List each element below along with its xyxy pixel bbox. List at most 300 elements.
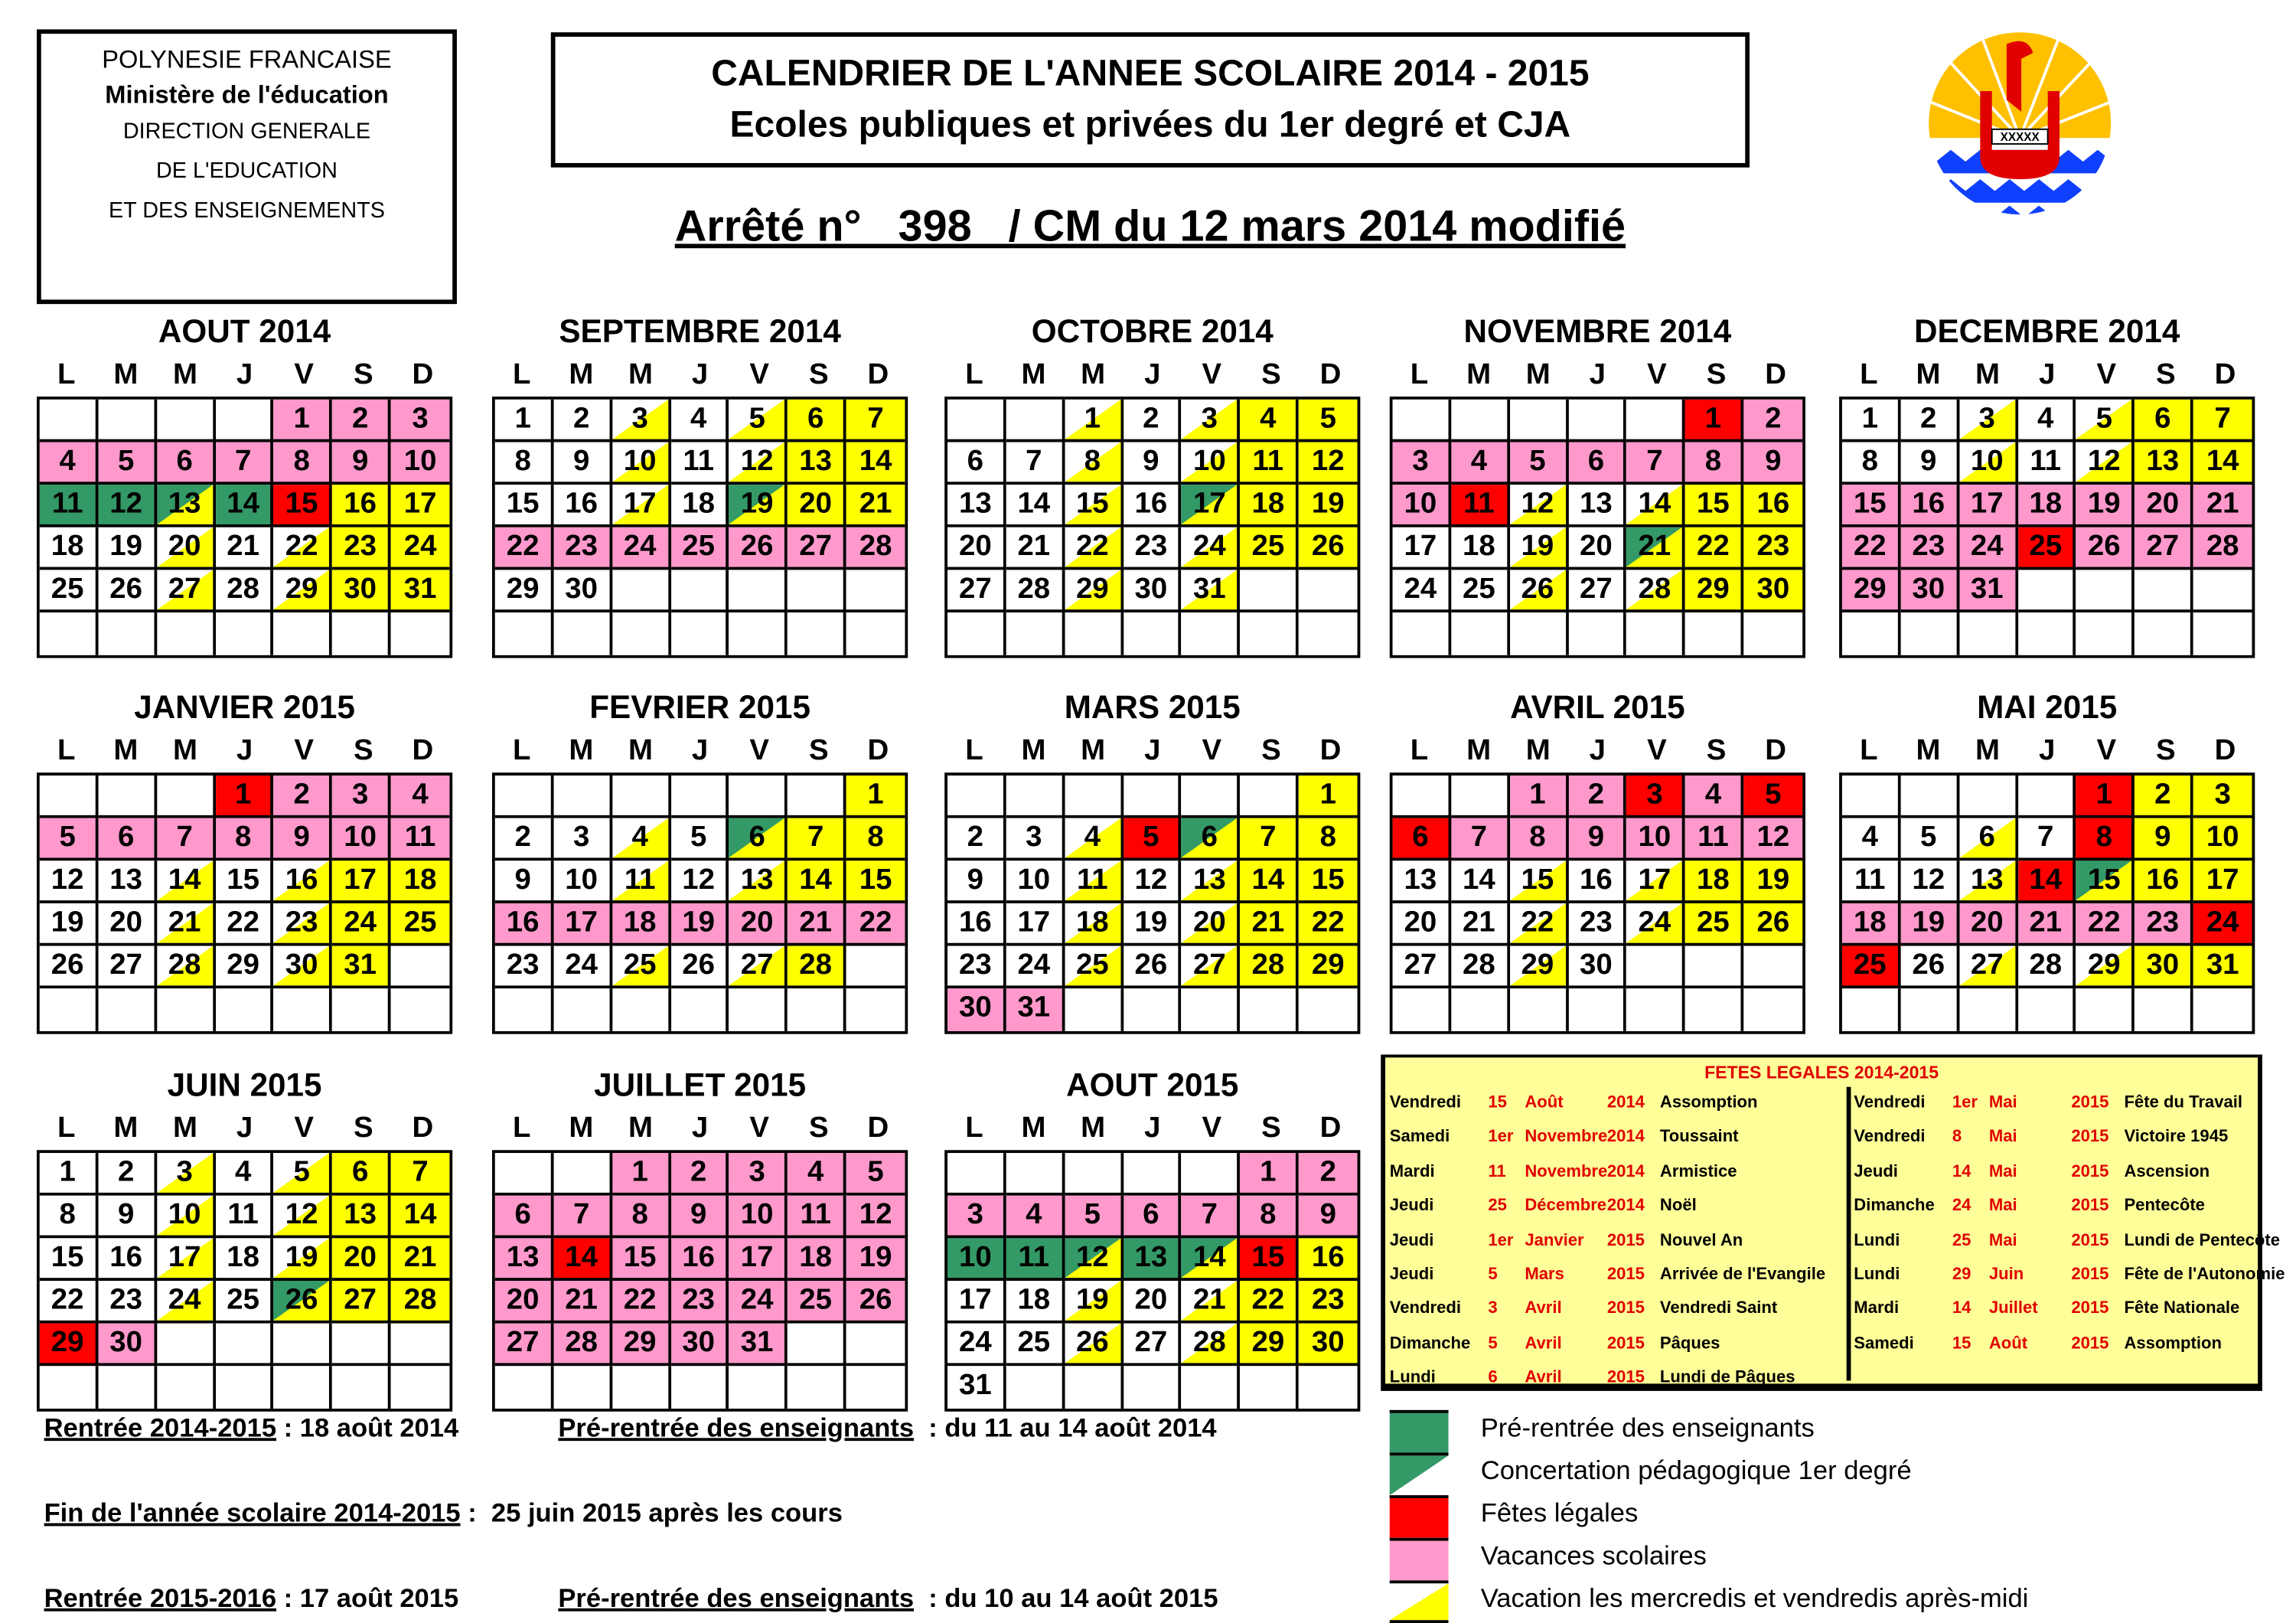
day-cell: 10 [729,1196,788,1239]
legend-label: Vacances scolaires [1480,1540,1707,1570]
day-cell: 3 [157,1153,216,1196]
day-cell [1627,988,1686,1031]
day-cell: 23 [495,946,553,989]
weekday-label: L [513,734,531,767]
weekday-label: D [2214,734,2236,767]
holiday-row [1390,1087,1831,1122]
day-cell: 11 [1685,818,1744,861]
fin-annee-label: Fin de l'année scolaire 2014-2015 [44,1497,461,1528]
day-cell: 20 [332,1238,391,1281]
day-cell [2135,988,2193,1031]
day-cell: 15 [215,860,274,903]
day-cell: 6 [495,1196,553,1239]
day-cell [2193,988,2252,1031]
month-title: AOUT 2014 [158,312,331,350]
day-cell [612,988,671,1031]
day-cell: 6 [1124,1196,1182,1239]
weekday-label: V [749,358,769,391]
holiday-row [1390,1259,1831,1293]
day-cell: 12 [1124,860,1182,903]
weekday-label: V [1202,1112,1222,1145]
day-cell: 2 [2135,776,2193,818]
day-cell: 2 [1568,776,1627,818]
holiday-date: 25 [1952,1231,1971,1249]
holiday-day: Lundi [1854,1265,1900,1284]
day-cell: 21 [1627,527,1686,570]
day-cell: 1 [1299,776,1358,818]
month-title: JUIN 2015 [167,1066,322,1103]
holiday-date: 24 [1952,1197,1971,1216]
day-cell: 4 [215,1153,274,1196]
weekday-label: M [172,1112,197,1145]
holiday-date: 15 [1952,1334,1971,1353]
day-cell [670,1366,729,1409]
holiday-date: 29 [1952,1265,1971,1284]
day-cell: 25 [1451,570,1510,612]
holiday-month: Mai [1988,1231,2017,1249]
day-cell: 3 [332,776,391,818]
day-cell: 29 [215,946,274,989]
holiday-date: 15 [1488,1094,1507,1112]
day-cell [2193,612,2252,655]
day-cell: 15 [846,860,905,903]
weekday-label: S [1706,734,1727,767]
day-cell: 17 [332,860,391,903]
day-cell [215,1366,274,1409]
holiday-row [1854,1327,2265,1362]
holiday-row [1854,1122,2265,1156]
day-cell: 29 [1685,570,1744,612]
day-cell: 5 [274,1153,333,1196]
day-cell: 1 [1241,1153,1300,1196]
day-cell: 13 [1182,860,1241,903]
weekday-label: M [1466,358,1492,391]
weekday-label: M [1975,358,2001,391]
month-calendar [1390,312,1805,658]
day-cell: 26 [1510,570,1569,612]
weekday-label: L [57,734,76,767]
day-cell: 21 [215,527,274,570]
month-grid [492,772,908,1034]
day-cell: 19 [1124,903,1182,946]
day-cell: 17 [1182,485,1241,527]
day-cell: 8 [1510,818,1569,861]
day-cell: 17 [729,1238,788,1281]
day-cell: 30 [2135,946,2193,989]
day-cell: 12 [1510,485,1569,527]
holiday-day: Lundi [1854,1231,1900,1249]
holiday-year: 2015 [1606,1300,1645,1318]
weekday-label: D [867,734,889,767]
day-cell [1842,612,1900,655]
day-cell: 10 [1182,442,1241,485]
weekday-label: J [236,734,253,767]
day-cell: 5 [1065,1196,1124,1239]
day-cell [2017,988,2076,1031]
day-cell [1959,988,2018,1031]
day-cell: 12 [1299,442,1358,485]
day-cell: 26 [1299,527,1358,570]
weekday-label: D [1319,1112,1342,1145]
weekday-label: L [57,1112,76,1145]
day-cell: 9 [274,818,333,861]
day-cell: 15 [1842,485,1900,527]
day-cell [40,776,98,818]
weekday-header [1390,729,1805,773]
day-cell [495,988,553,1031]
day-cell [332,612,391,655]
month-calendar [37,1065,452,1412]
day-cell: 5 [1900,818,1959,861]
day-cell: 28 [553,1324,612,1367]
day-cell [332,1324,391,1367]
day-cell: 22 [40,1281,98,1324]
month-calendar [492,687,908,1034]
day-cell: 3 [1393,442,1451,485]
day-cell [788,612,846,655]
day-cell [1451,400,1510,442]
day-cell: 2 [1744,400,1803,442]
day-cell [1006,612,1065,655]
weekday-label: M [1525,358,1551,391]
day-cell [2017,612,2076,655]
day-cell: 13 [332,1196,391,1239]
ministry-box [37,29,457,304]
day-cell [612,776,671,818]
day-cell [846,946,905,989]
day-cell: 13 [98,860,157,903]
month-calendar [944,1065,1360,1412]
weekday-label: S [808,1112,829,1145]
day-cell: 11 [1065,860,1124,903]
day-cell: 27 [1393,946,1451,989]
day-cell: 20 [2135,485,2193,527]
day-cell [1842,776,1900,818]
day-cell: 1 [2076,776,2135,818]
day-cell: 14 [2017,860,2076,903]
prerentree-2014-label: Pré-rentrée des enseignants [558,1412,915,1443]
day-cell: 10 [612,442,671,485]
day-cell: 26 [670,946,729,989]
day-cell [2076,612,2135,655]
weekday-label: M [1021,734,1046,767]
day-cell [495,776,553,818]
day-cell: 21 [553,1281,612,1324]
day-cell: 7 [215,442,274,485]
weekday-label: S [1261,1112,1281,1145]
weekday-label: L [1410,358,1429,391]
rentree-2014 [44,1413,459,1444]
day-cell: 29 [274,570,333,612]
weekday-label: L [1410,734,1429,767]
day-cell [846,1324,905,1367]
day-cell: 12 [2076,442,2135,485]
day-cell: 4 [1065,818,1124,861]
holiday-month: Juillet [1988,1300,2038,1318]
holiday-name: Pâques [1659,1334,1720,1353]
holiday-day: Samedi [1854,1334,1914,1353]
day-cell: 26 [2076,527,2135,570]
day-cell: 19 [729,485,788,527]
day-cell: 14 [391,1196,450,1239]
direction-line-3: ET DES ENSEIGNEMENTS [108,198,385,224]
day-cell [98,776,157,818]
day-cell: 8 [215,818,274,861]
weekday-label: J [691,1112,709,1145]
day-cell [215,612,274,655]
day-cell: 19 [274,1238,333,1281]
day-cell: 7 [788,818,846,861]
day-cell: 16 [1568,860,1627,903]
day-cell: 26 [1900,946,1959,989]
day-cell [274,1366,333,1409]
weekday-label: M [172,358,197,391]
day-cell: 13 [947,485,1006,527]
day-cell: 3 [1959,400,2018,442]
day-cell [670,570,729,612]
day-cell [391,1324,450,1367]
day-cell: 29 [40,1324,98,1367]
day-cell: 4 [612,818,671,861]
holiday-date: 3 [1488,1300,1498,1318]
weekday-header [1839,729,2255,773]
holiday-month: Avril [1525,1369,1562,1387]
day-cell: 18 [1685,860,1744,903]
day-cell [215,988,274,1031]
day-cell [788,1366,846,1409]
holiday-year: 2014 [1606,1197,1645,1216]
day-cell: 5 [846,1153,905,1196]
day-cell: 20 [1124,1281,1182,1324]
day-cell [1124,776,1182,818]
holiday-row [1390,1122,1831,1156]
day-cell: 7 [1451,818,1510,861]
day-cell: 30 [332,570,391,612]
day-cell: 4 [40,442,98,485]
day-cell: 21 [1006,527,1065,570]
day-cell [670,988,729,1031]
weekday-label: M [628,358,653,391]
day-cell: 26 [40,946,98,989]
day-cell: 2 [1124,400,1182,442]
day-cell: 27 [729,946,788,989]
rentree-2015-value: : 17 août 2015 [276,1583,459,1613]
weekday-label: V [1202,734,1222,767]
day-cell [947,1153,1006,1196]
public-holidays-box [1381,1055,2285,1391]
day-cell: 13 [157,485,216,527]
day-cell [1627,400,1686,442]
rentree-2014-label: Rentrée 2014-2015 [44,1412,277,1443]
day-cell [1744,988,1803,1031]
weekday-label: M [1081,734,1106,767]
day-cell [1241,570,1300,612]
holiday-year: 2015 [2071,1128,2109,1147]
weekday-label: M [1081,358,1106,391]
day-cell: 30 [98,1324,157,1367]
holiday-year: 2015 [1606,1265,1645,1284]
weekday-label: V [749,734,769,767]
month-calendar [1839,687,2255,1034]
day-cell: 18 [1451,527,1510,570]
month-calendar [944,312,1360,658]
day-cell [1182,1153,1241,1196]
weekday-label: V [294,734,314,767]
day-cell: 15 [1510,860,1569,903]
day-cell: 26 [1065,1324,1124,1367]
day-cell: 10 [553,860,612,903]
weekday-label: M [628,734,653,767]
day-cell: 28 [215,570,274,612]
day-cell: 15 [1241,1238,1300,1281]
day-cell: 24 [1959,527,2018,570]
day-cell: 16 [1744,485,1803,527]
legend-swatch [1390,1538,1449,1581]
weekday-header [492,729,908,773]
day-cell [729,1366,788,1409]
month-calendar [37,687,452,1034]
day-cell: 3 [612,400,671,442]
day-cell: 1 [1065,400,1124,442]
weekday-label: D [867,1112,889,1145]
day-cell: 12 [670,860,729,903]
month-title: JUILLET 2015 [594,1066,807,1103]
day-cell: 10 [157,1196,216,1239]
holiday-date: 5 [1488,1334,1498,1353]
holiday-month: Août [1988,1334,2028,1353]
day-cell: 16 [1299,1238,1358,1281]
day-cell [1065,988,1124,1031]
decree-text: Arrêté n° 398 / CM du 12 mars 2014 modifié [674,202,1626,252]
day-cell [391,612,450,655]
day-cell: 24 [612,527,671,570]
day-cell: 13 [495,1238,553,1281]
legend-label: Vacation les mercredis et vendredis après-midi [1480,1583,2029,1613]
title-box [551,32,1750,168]
day-cell: 2 [274,776,333,818]
day-cell: 26 [98,570,157,612]
day-cell: 19 [846,1238,905,1281]
weekday-label: D [2214,358,2236,391]
day-cell [2076,570,2135,612]
day-cell: 30 [1900,570,1959,612]
day-cell: 5 [1124,818,1182,861]
day-cell: 1 [274,400,333,442]
day-cell: 22 [1842,527,1900,570]
day-cell: 6 [947,442,1006,485]
day-cell: 5 [2076,400,2135,442]
day-cell: 19 [670,903,729,946]
month-title: OCTOBRE 2014 [1031,312,1274,350]
weekday-label: V [1647,358,1667,391]
day-cell: 29 [1510,946,1569,989]
prerentree-2014 [558,1413,1216,1444]
ministry-name: Ministère de l'éducation [105,80,389,109]
day-cell: 25 [1685,903,1744,946]
day-cell: 22 [215,903,274,946]
weekday-label: V [1647,734,1667,767]
day-cell: 20 [157,527,216,570]
weekday-label: M [113,358,139,391]
weekday-label: J [236,1112,253,1145]
day-cell: 1 [1685,400,1744,442]
month-title: AOUT 2015 [1066,1066,1239,1103]
day-cell: 31 [1182,570,1241,612]
holiday-name: Nouvel An [1659,1231,1743,1249]
day-cell: 21 [1182,1281,1241,1324]
weekday-label: L [965,734,983,767]
day-cell: 23 [1124,527,1182,570]
day-cell: 18 [612,903,671,946]
day-cell: 23 [1299,1281,1358,1324]
day-cell: 26 [1124,946,1182,989]
weekday-label: L [1860,358,1878,391]
day-cell [729,988,788,1031]
day-cell: 27 [157,570,216,612]
month-calendar [492,1065,908,1412]
day-cell [1006,1366,1065,1409]
day-cell: 11 [2017,442,2076,485]
legend-label: Concertation pédagogique 1er degré [1480,1455,1912,1485]
day-cell: 22 [612,1281,671,1324]
holiday-year: 2014 [1606,1163,1645,1181]
month-title: MARS 2015 [1064,688,1241,726]
day-cell: 14 [1182,1238,1241,1281]
day-cell: 25 [2017,527,2076,570]
day-cell: 28 [788,946,846,989]
holiday-name: Pentecôte [2124,1197,2205,1216]
day-cell: 20 [947,527,1006,570]
svg-text:XXXXX: XXXXX [2000,131,2040,145]
day-cell: 19 [1065,1281,1124,1324]
day-cell: 4 [1451,442,1510,485]
day-cell: 1 [846,776,905,818]
day-cell: 28 [157,946,216,989]
weekday-label: V [749,1112,769,1145]
weekday-label: J [1144,734,1161,767]
holiday-month: Mai [1988,1094,2017,1112]
day-cell: 6 [1182,818,1241,861]
day-cell [1182,988,1241,1031]
day-cell: 14 [846,442,905,485]
day-cell: 12 [98,485,157,527]
weekday-label: S [353,358,373,391]
weekday-label: J [1589,734,1606,767]
day-cell: 9 [98,1196,157,1239]
polynesia-emblem-icon [1922,32,2120,226]
day-cell: 13 [1959,860,2018,903]
day-cell [1299,570,1358,612]
day-cell: 4 [1842,818,1900,861]
day-cell: 9 [1568,818,1627,861]
day-cell: 20 [1959,903,2018,946]
day-cell [1451,988,1510,1031]
day-cell [1065,612,1124,655]
day-cell: 2 [332,400,391,442]
holiday-name: Vendredi Saint [1659,1300,1778,1318]
weekday-header [37,729,452,773]
day-cell: 18 [40,527,98,570]
day-cell: 30 [1568,946,1627,989]
day-cell [1451,776,1510,818]
day-cell: 18 [215,1238,274,1281]
day-cell [2135,570,2193,612]
day-cell [332,988,391,1031]
day-cell [40,400,98,442]
day-cell: 12 [1744,818,1803,861]
day-cell: 28 [1451,946,1510,989]
day-cell: 26 [1744,903,1803,946]
